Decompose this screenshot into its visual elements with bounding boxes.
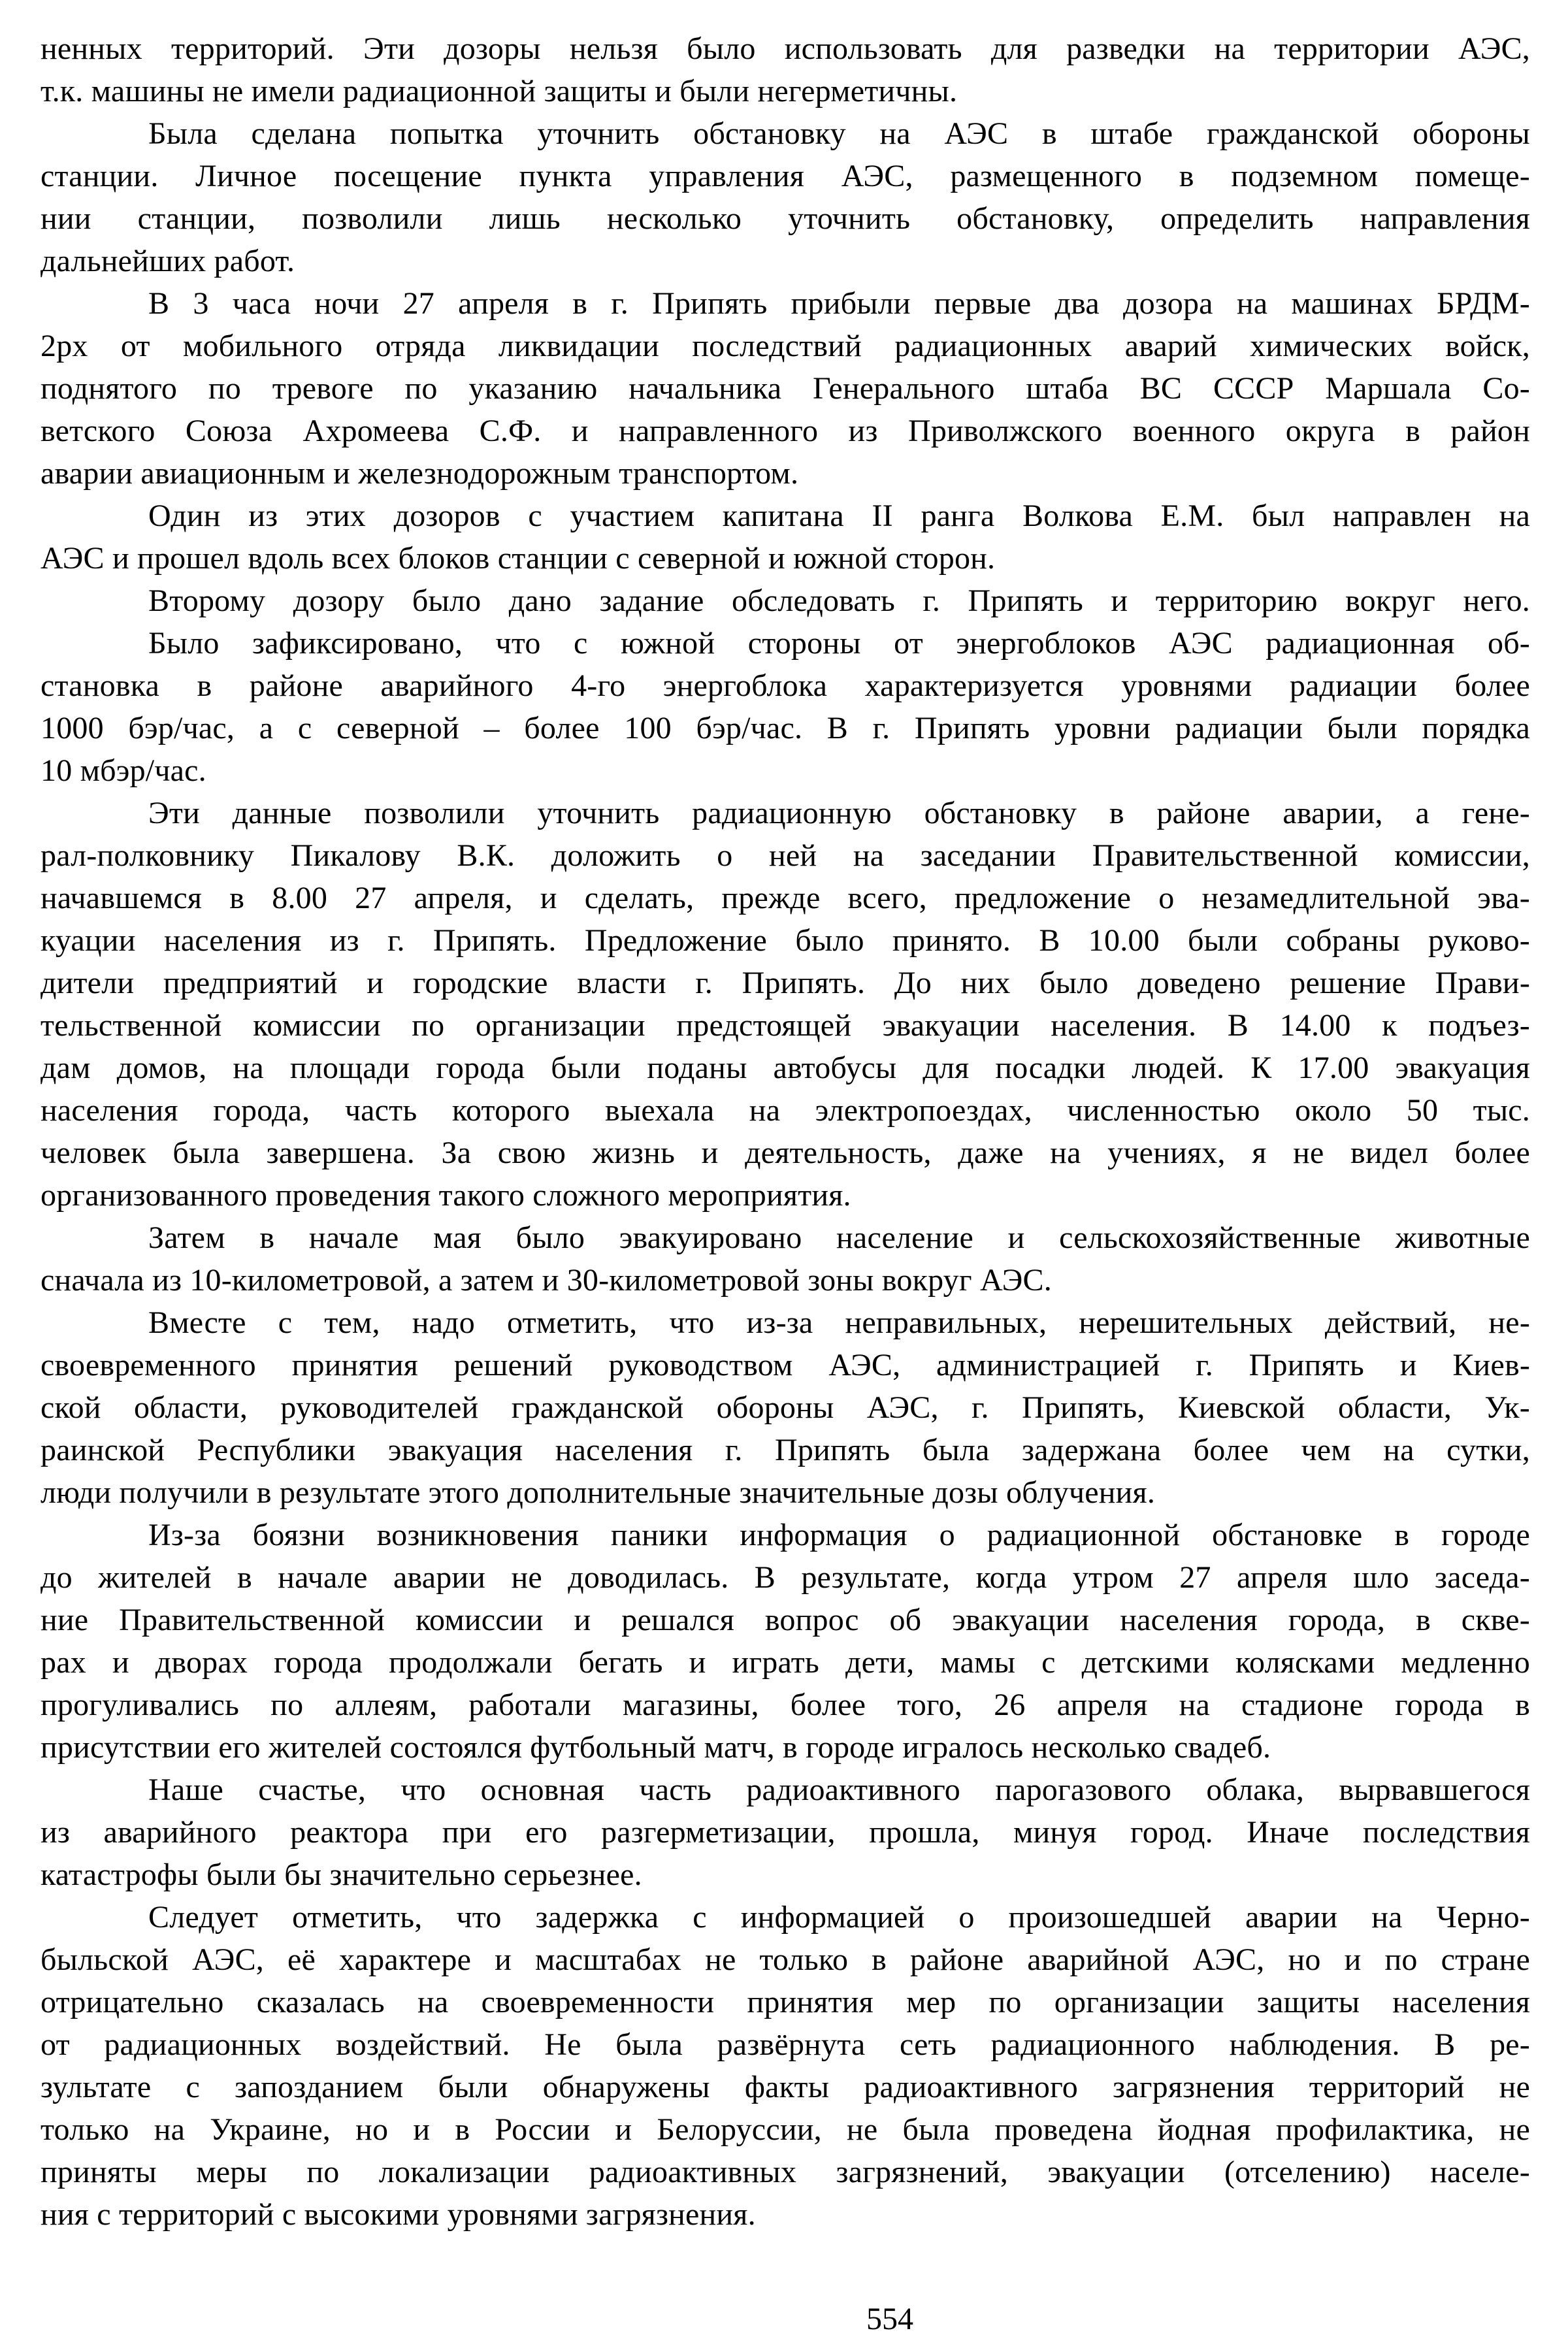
text-line: своевременного принятия решений руководством АЭС, администрацией г. Припять и Киев- xyxy=(41,1348,1530,1382)
text-line: рах и дворах города продолжали бегать и играть дети, мамы с детскими колясками медленно xyxy=(41,1645,1530,1680)
text-line: ненных территорий. Эти дозоры нельзя было использовать для разведки на территории АЭС, xyxy=(41,31,1530,66)
text-line: Из-за боязни возникновения паники информация о радиационной обстановке в городе xyxy=(148,1518,1530,1552)
text-line: становка в районе аварийного 4-го энергоблока характеризуется уровнями радиации более xyxy=(41,668,1530,703)
text-line: нии станции, позволили лишь несколько уточнить обстановку, определить направления xyxy=(41,201,1530,236)
text-line: организованного проведения такого сложного мероприятия. xyxy=(41,1178,851,1213)
text-line: станции. Личное посещение пункта управления АЭС, размещенного в подземном помеще- xyxy=(41,159,1530,193)
text-line: В 3 часа ночи 27 апреля в г. Припять прибыли первые два дозора на машинах БРДМ- xyxy=(148,286,1530,321)
text-line: быльской АЭС, её характере и масштабах не только в районе аварийной АЭС, но и по стране xyxy=(41,1942,1530,1977)
text-line: из аварийного реактора при его разгерметизации, прошла, минуя город. Иначе последствия xyxy=(41,1815,1530,1850)
text-line: зультате с запозданием были обнаружены факты радиоактивного загрязнения территорий не xyxy=(41,2070,1530,2104)
text-line: 2рх от мобильного отряда ликвидации последствий радиационных аварий химических войск, xyxy=(41,329,1530,363)
text-line: только на Украине, но и в России и Белоруссии, не была проведена йодная профилактика, не xyxy=(41,2112,1530,2147)
text-line: дальнейших работ. xyxy=(41,244,295,278)
text-line: ние Правительственной комиссии и решался вопрос об эвакуации населения города, в скве- xyxy=(41,1603,1530,1637)
text-line: раинской Республики эвакуация населения г. Припять была задержана более чем на сутки, xyxy=(41,1433,1530,1467)
text-line: Вместе с тем, надо отметить, что из-за неправильных, нерешительных действий, не- xyxy=(148,1305,1530,1340)
text-line: куации населения из г. Припять. Предложение было принято. В 10.00 были собраны руково- xyxy=(41,923,1530,958)
text-line: Затем в начале мая было эвакуировано население и сельскохозяйственные животные xyxy=(148,1220,1530,1255)
text-line: человек была завершена. За свою жизнь и деятельность, даже на учениях, я не видел более xyxy=(41,1135,1530,1170)
text-line: присутствии его жителей состоялся футбольный матч, в городе игралось несколько свадеб. xyxy=(41,1730,1271,1765)
text-line: Эти данные позволили уточнить радиационную обстановку в районе аварии, а гене- xyxy=(148,796,1530,830)
text-line: АЭС и прошел вдоль всех блоков станции с северной и южной сторон. xyxy=(41,541,996,576)
text-line: 10 мбэр/час. xyxy=(41,753,206,788)
text-line: ской области, руководителей гражданской обороны АЭС, г. Припять, Киевской области, Ук- xyxy=(41,1390,1530,1425)
text-line: до жителей в начале аварии не доводилась. В результате, когда утром 27 апреля шло заседа- xyxy=(41,1560,1530,1595)
text-line: Было зафиксировано, что с южной стороны от энергоблоков АЭС радиационная об- xyxy=(148,626,1530,661)
text-line: Наше счастье, что основная часть радиоактивного парогазового облака, вырвавшегося xyxy=(148,1772,1530,1807)
text-line: населения города, часть которого выехала на электропоездах, численностью около 50 тыс. xyxy=(41,1093,1530,1128)
text-line: Один из этих дозоров с участием капитана II ранга Волкова Е.М. был направлен на xyxy=(148,498,1530,533)
text-line: рал-полковнику Пикалову В.К. доложить о ней на заседании Правительственной комиссии, xyxy=(41,838,1530,873)
text-line: тельственной комиссии по организации предстоящей эвакуации населения. В 14.00 к подъез- xyxy=(41,1008,1530,1043)
text-line: начавшемся в 8.00 27 апреля, и сделать, прежде всего, предложение о незамедлительной эва- xyxy=(41,881,1530,915)
text-line: катастрофы были бы значительно серьезнее. xyxy=(41,1857,642,1892)
text-line: Второму дозору было дано задание обследовать г. Припять и территорию вокруг него. xyxy=(148,583,1530,618)
text-line: дители предприятий и городские власти г. Припять. До них было доведено решение Прави- xyxy=(41,966,1530,1000)
text-line: Была сделана попытка уточнить обстановку на АЭС в штабе гражданской обороны xyxy=(148,116,1530,151)
page-text xyxy=(41,27,1530,2236)
text-line: прогуливались по аллеям, работали магазины, более того, 26 апреля на стадионе города в xyxy=(41,1688,1530,1722)
text-line: отрицательно сказалась на своевременности принятия мер по организации защиты населения xyxy=(41,1985,1530,2019)
text-line: сначала из 10-километровой, а затем и 30-километровой зоны вокруг АЭС. xyxy=(41,1263,1052,1298)
text-line: ветского Союза Ахромеева С.Ф. и направленного из Приволжского военного округа в район xyxy=(41,414,1530,448)
text-line: люди получили в результате этого дополнительные значительные дозы облучения. xyxy=(41,1475,1156,1510)
text-line: Следует отметить, что задержка с информацией о произошедшей аварии на Черно- xyxy=(148,1900,1530,1935)
text-line: поднятого по тревоге по указанию начальника Генерального штаба ВС СССР Маршала Со- xyxy=(41,371,1530,406)
text-line: ния с территорий с высокими уровнями загрязнения. xyxy=(41,2197,756,2232)
page-number: 554 xyxy=(866,2302,913,2336)
text-line: приняты меры по локализации радиоактивных загрязнений, эвакуации (отселению) населе- xyxy=(41,2155,1530,2189)
text-line: дам домов, на площади города были поданы автобусы для посадки людей. К 17.00 эвакуация xyxy=(41,1051,1530,1085)
text-line: от радиационных воздействий. Не была развёрнута сеть радиационного наблюдения. В ре- xyxy=(41,2027,1530,2062)
text-line: аварии авиационным и железнодорожным транспортом. xyxy=(41,456,799,491)
text-line: 1000 бэр/час, а с северной – более 100 бэр/час. В г. Припять уровни радиации были порядка xyxy=(41,711,1530,745)
text-line: т.к. машины не имели радиационной защиты и были негерметичны. xyxy=(41,74,958,108)
